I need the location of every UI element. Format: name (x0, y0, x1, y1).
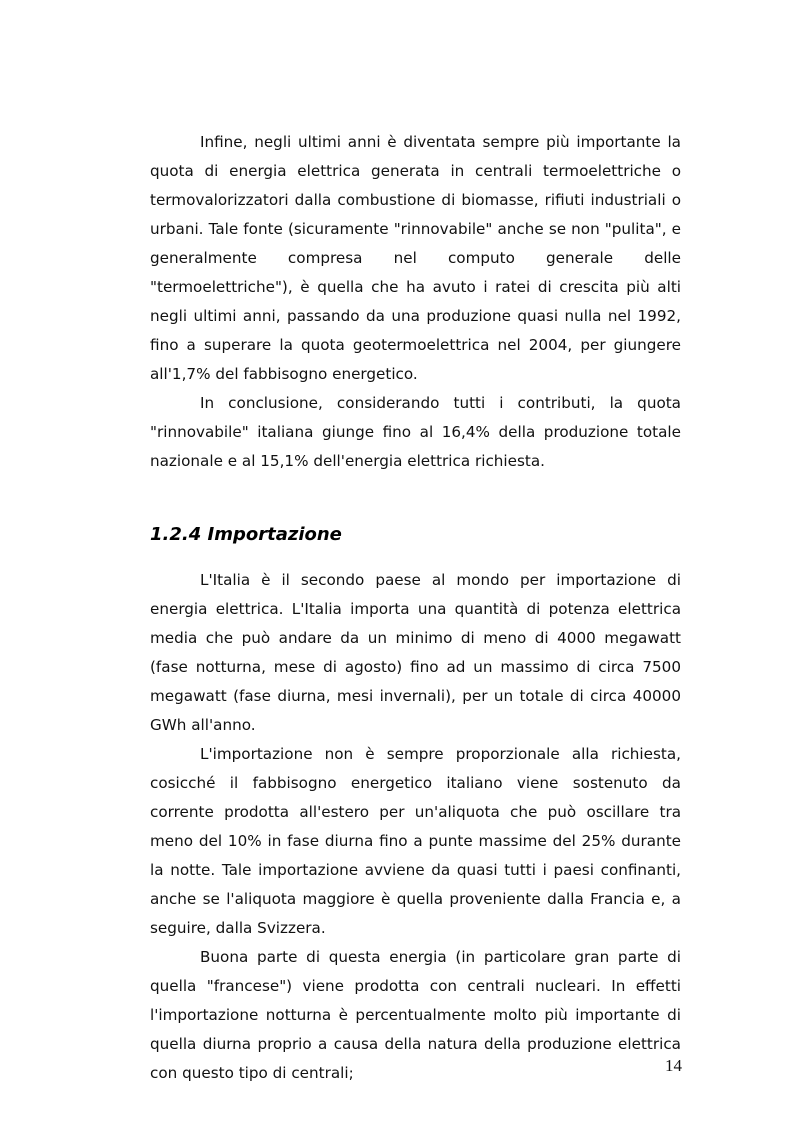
paragraph-biomass: Infine, negli ultimi anni è diventata sempre più importante la quota di energia elettrica generata in centrali termoelettriche o termovalorizzatori dalla combustione di biomasse, rifiuti industriali o urbani. Tale fonte (sicuramente "rinnovabile" anche se non "pulita", e generalmente compresa nel computo generale delle "termoelettriche"), è quella che ha avuto i ratei di crescita più alti negli ultimi anni, passando da una produzione quasi nulla nel 1992, fino a superare la quota geotermoelettrica nel 2004, per giungere all'1,7% del fabbisogno energetico. (150, 133, 681, 383)
section-heading: 1.2.4 Importazione (150, 524, 342, 545)
paragraph-nuclear-origin: Buona parte di questa energia (in particolare gran parte di quella "francese") viene prodotta con centrali nucleari. In effetti l'importazione notturna è percentualmente molto più importante di quella diurna proprio a causa della natura della produzione elettrica con questo tipo di centrali; (150, 948, 681, 1082)
paragraph-conclusion: In conclusione, considerando tutti i contributi, la quota "rinnovabile" italiana giunge fino al 16,4% della produzione totale nazionale e al 15,1% dell'energia elettrica richiesta. (150, 394, 681, 470)
paragraph-import-share: L'importazione non è sempre proporzionale alla richiesta, cosicché il fabbisogno energetico italiano viene sostenuto da corrente prodotta all'estero per un'aliquota che può oscillare tra meno del 10% in fase diurna fino a punte massime del 25% durante la notte. Tale importazione avviene da quasi tutti i paesi confinanti, anche se l'aliquota maggiore è quella proveniente dalla Francia e, a seguire, dalla Svizzera. (150, 745, 681, 937)
text-block-renewables (150, 128, 681, 476)
text-block-import (150, 566, 681, 1088)
paragraph-import-volume: L'Italia è il secondo paese al mondo per importazione di energia elettrica. L'Italia importa una quantità di potenza elettrica media che può andare da un minimo di meno di 4000 megawatt (fase notturna, mese di agosto) fino ad un massimo di circa 7500 megawatt (fase diurna, mesi invernali), per un totale di circa 40000 GWh all'anno. (150, 571, 681, 734)
page-number: 14 (665, 1056, 682, 1075)
